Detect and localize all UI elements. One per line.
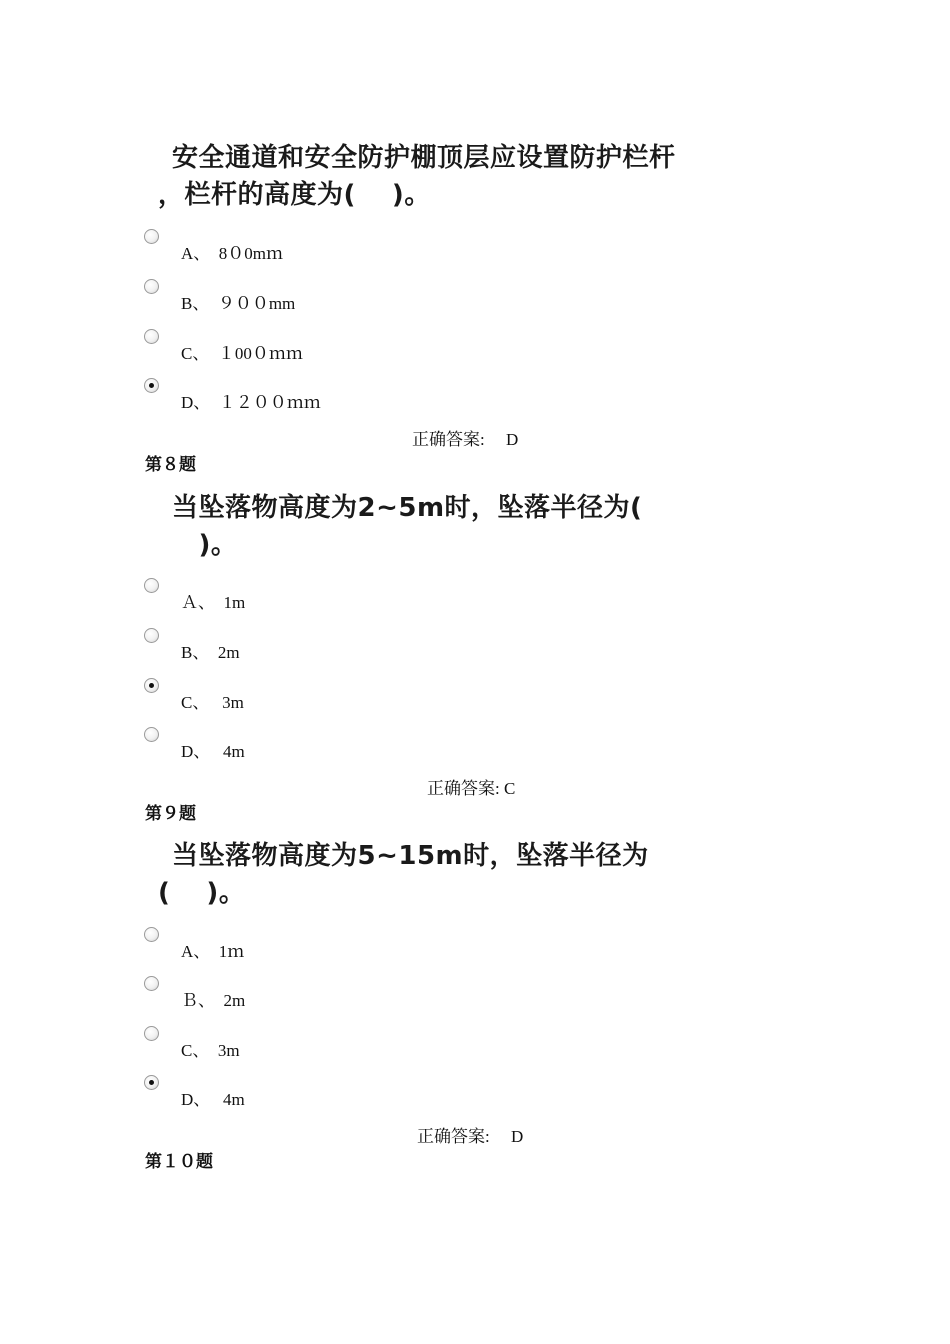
- option-label: A、 1ｍ: [181, 942, 245, 961]
- radio-checked-icon[interactable]: [144, 678, 159, 693]
- option-a[interactable]: [144, 927, 544, 967]
- option-d[interactable]: [144, 1075, 544, 1115]
- option-b[interactable]: [144, 279, 544, 319]
- question-text-line: )。: [172, 530, 238, 560]
- radio-checked-icon[interactable]: [144, 1075, 159, 1090]
- option-label: Ａ、 1m: [181, 593, 246, 612]
- option-label: D、 4m: [181, 742, 245, 761]
- option-c[interactable]: [144, 1026, 544, 1066]
- option-label: B、 2m: [181, 643, 240, 662]
- question-text-line: 当坠落物高度为2~5m时，坠落半径为(: [172, 493, 643, 523]
- question-text-line: ( )。: [158, 878, 246, 908]
- option-a[interactable]: [144, 578, 544, 618]
- radio-icon[interactable]: [144, 927, 159, 942]
- question-text: [158, 490, 642, 564]
- question-number: 第８题: [145, 455, 196, 474]
- question-number: 第９题: [145, 804, 196, 823]
- option-label: B、 ９００mm: [181, 294, 296, 313]
- radio-icon[interactable]: [144, 229, 159, 244]
- option-b[interactable]: [144, 976, 544, 1016]
- question-text: [158, 838, 649, 912]
- question-number: 第１０题: [145, 1152, 213, 1171]
- correct-answer: 正确答案: D: [412, 430, 519, 449]
- option-label: Ｂ、 2m: [181, 991, 246, 1010]
- option-label: C、 3m: [181, 1041, 240, 1060]
- radio-icon[interactable]: [144, 976, 159, 991]
- option-label: D、 4m: [181, 1090, 245, 1109]
- option-d[interactable]: [144, 727, 544, 767]
- question-text-line: 安全通道和安全防护棚顶层应设置防护栏杆: [172, 143, 676, 173]
- option-label: D、 １２００ｍｍ: [181, 393, 321, 412]
- option-label: C、 １00０ｍｍ: [181, 344, 303, 363]
- correct-answer: 正确答案: D: [417, 1127, 524, 1146]
- question-text-line: 当坠落物高度为5~15m时，坠落半径为: [172, 841, 649, 871]
- radio-icon[interactable]: [144, 628, 159, 643]
- option-label: A、 8０0mｍ: [181, 244, 283, 263]
- correct-answer: 正确答案: C: [427, 779, 516, 798]
- option-a[interactable]: [144, 229, 544, 269]
- question-text: [158, 140, 676, 214]
- radio-icon[interactable]: [144, 329, 159, 344]
- radio-icon[interactable]: [144, 279, 159, 294]
- option-b[interactable]: [144, 628, 544, 668]
- radio-icon[interactable]: [144, 578, 159, 593]
- radio-icon[interactable]: [144, 1026, 159, 1041]
- option-c[interactable]: [144, 329, 544, 369]
- radio-checked-icon[interactable]: [144, 378, 159, 393]
- option-c[interactable]: [144, 678, 544, 718]
- radio-icon[interactable]: [144, 727, 159, 742]
- question-text-line: ，栏杆的高度为( )。: [158, 180, 431, 210]
- option-d[interactable]: [144, 378, 544, 418]
- option-label: C、 3m: [181, 693, 244, 712]
